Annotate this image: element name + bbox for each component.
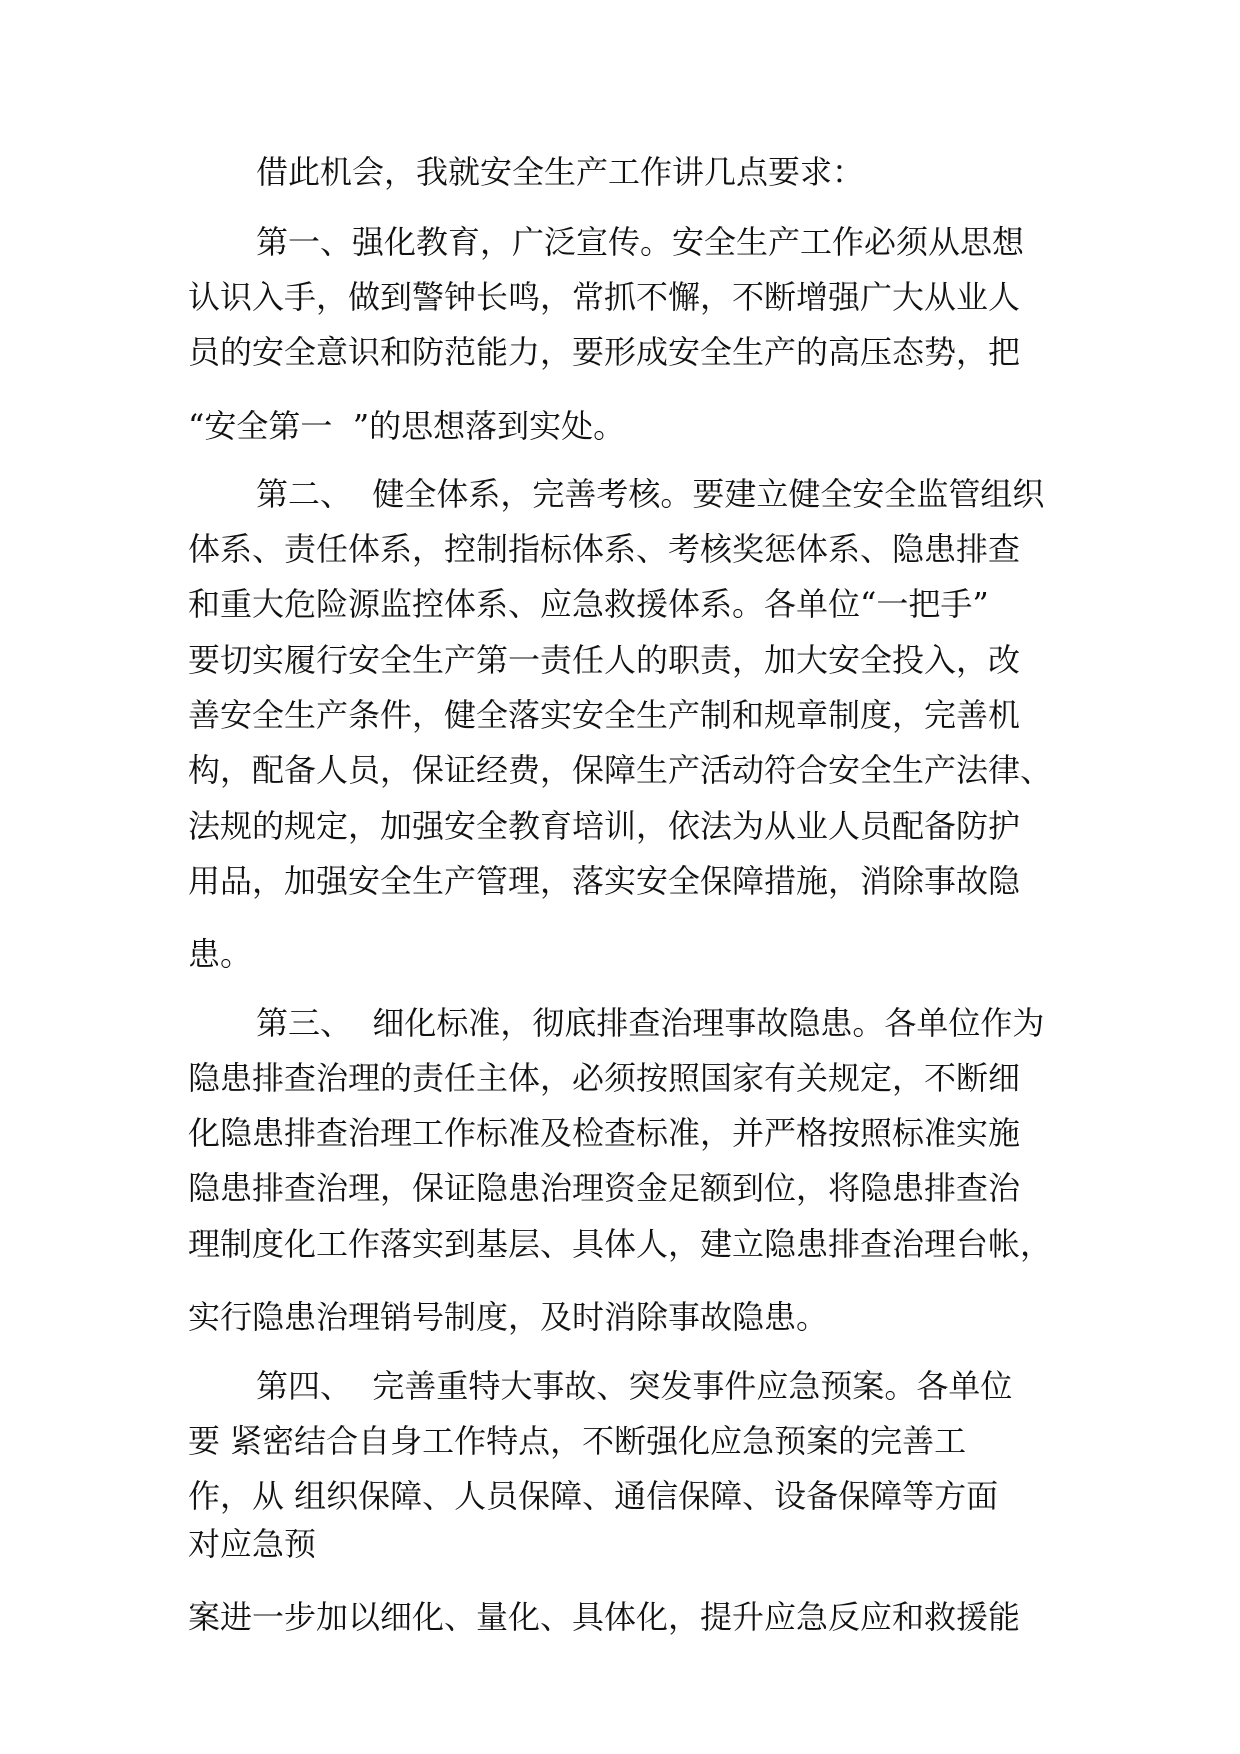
text-line: 理制度化工作落实到基层、具体人，建立隐患排查治理台帐， [188, 1225, 1053, 1263]
text-line: 实行隐患治理销号制度，及时消除事故隐患。 [188, 1298, 829, 1336]
text-line: 第二、 健全体系，完善考核。要建立健全安全监管组织 [256, 475, 1045, 513]
text-line: 借此机会，我就安全生产工作讲几点要求： [256, 153, 865, 191]
text-line: 隐患排查治理，保证隐患治理资金足额到位，将隐患排查治 [188, 1169, 1021, 1207]
text-line: 第一、强化教育，广泛宣传。安全生产工作必须从思想 [256, 223, 1025, 261]
text-line: 构，配备人员，保证经费，保障生产活动符合安全生产法律、 [188, 751, 1053, 789]
text-line: 和重大危险源监控体系、应急救援体系。各单位“一把手” [188, 585, 989, 623]
text-line: 隐患排查治理的责任主体，必须按照国家有关规定，不断细 [188, 1059, 1021, 1097]
text-line: “安全第一 ”的思想落到实处。 [188, 407, 626, 445]
text-line: 用品，加强安全生产管理，落实安全保障措施，消除事故隐 [188, 862, 1021, 900]
text-line: 员的安全意识和防范能力，要形成安全生产的高压态势，把 [188, 333, 1021, 371]
text-line: 要 紧密结合自身工作特点，不断强化应急预案的完善工 [188, 1422, 967, 1460]
text-line: 对应急预 [188, 1525, 317, 1563]
text-line: 认识入手，做到警钟长鸣，常抓不懈，不断增强广大从业人 [188, 278, 1021, 316]
text-line: 法规的规定，加强安全教育培训，依法为从业人员配备防护 [188, 807, 1021, 845]
text-line: 化隐患排查治理工作标准及检查标准，并严格按照标准实施 [188, 1114, 1021, 1152]
text-line: 作，从 组织保障、人员保障、通信保障、设备保障等方面 [188, 1477, 999, 1515]
text-line: 患。 [188, 935, 253, 973]
text-line: 第三、 细化标准，彻底排查治理事故隐患。各单位作为 [256, 1004, 1045, 1042]
text-line: 第四、 完善重特大事故、突发事件应急预案。各单位 [256, 1367, 1013, 1405]
text-line: 要切实履行安全生产第一责任人的职责，加大安全投入，改 [188, 641, 1021, 679]
text-line: 体系、责任体系，控制指标体系、考核奖惩体系、隐患排查 [188, 530, 1021, 568]
text-line: 善安全生产条件，健全落实安全生产制和规章制度，完善机 [188, 696, 1021, 734]
text-line: 案进一步加以细化、量化、具体化，提升应急反应和救援能 [188, 1598, 1021, 1636]
